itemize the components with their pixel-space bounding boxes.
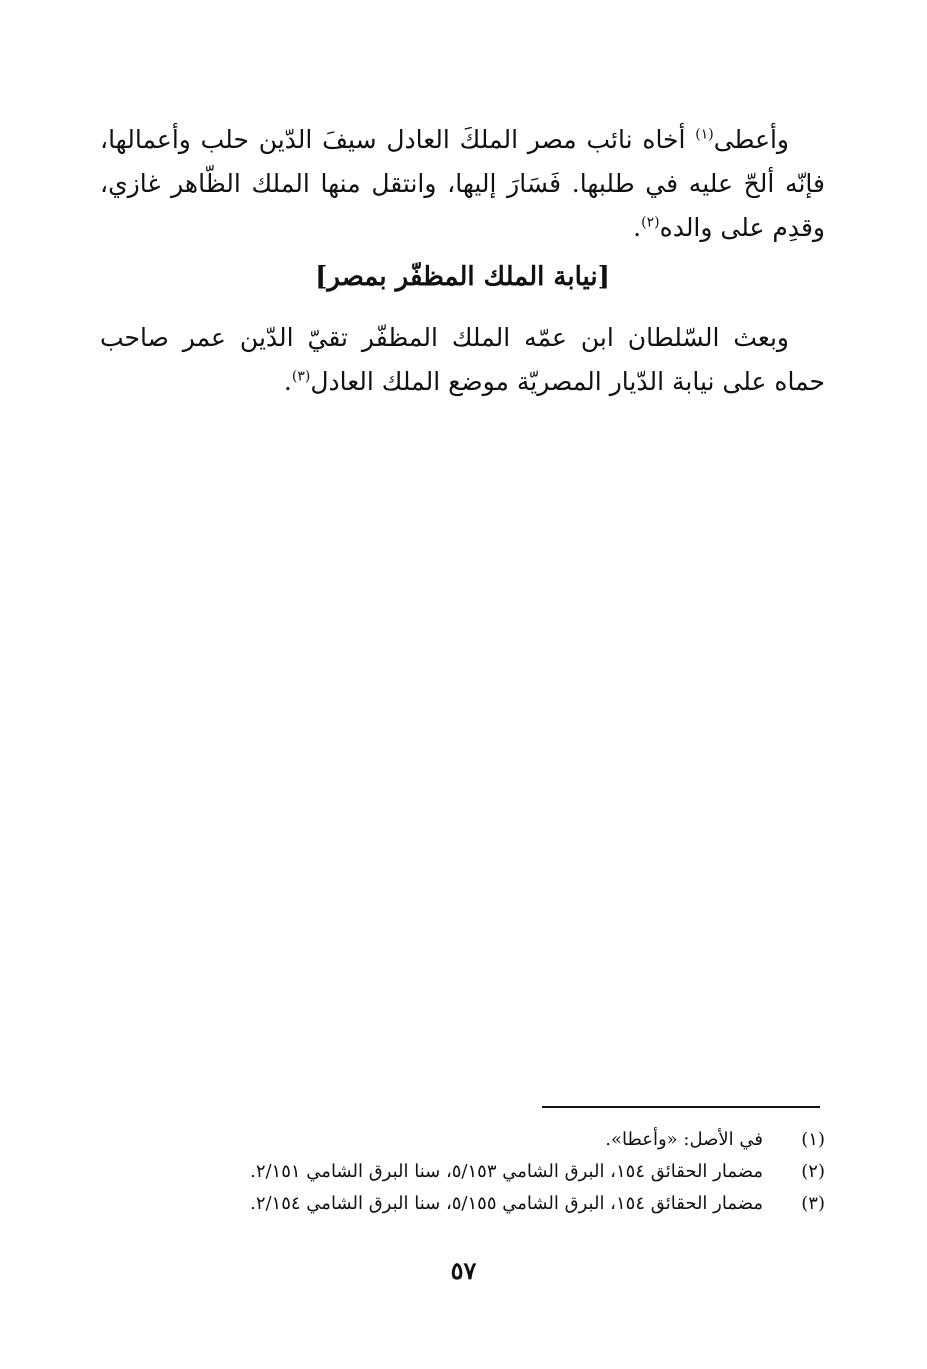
footnote-text: مضمار الحقائق ١٥٤، البرق الشامي ٥/١٥٥، سنا البرق الشامي ٢/١٥٤. — [250, 1193, 763, 1214]
footnotes — [100, 1124, 825, 1220]
footnote-item — [100, 1124, 825, 1156]
paragraph1-end: . — [633, 213, 642, 242]
paragraph1-middle: أخاه نائب مصر الملكَ العادل سيفَ الدّين حلب وأعمالها، فإنّه ألحّ عليه في طلبها. فَسَارَ إليها، وانتقل منها الملك الظّاهر غازي، وقدِم على والده — [100, 125, 825, 242]
footnote-ref-1: (١) — [695, 126, 714, 143]
footnote-item — [100, 1156, 825, 1188]
footnote-text: في الأصل: «وأعطا». — [605, 1129, 763, 1150]
paragraph2-text: وبعث السّلطان ابن عمّه الملك المظفّر تقيّ الدّين عمر صاحب حماه على نيابة الدّيار المصريّة موضع الملك العادل — [100, 323, 825, 396]
footnote-item — [100, 1188, 825, 1220]
footnote-number: (٢) — [801, 1161, 825, 1182]
section-heading: [نيابة الملك المظفّر بمصر] — [315, 262, 610, 292]
footnote-text: مضمار الحقائق ١٥٤، البرق الشامي ٥/١٥٣، سنا البرق الشامي ٢/١٥١. — [250, 1161, 763, 1182]
paragraph-viceroyalty — [100, 316, 825, 404]
footnote-separator — [542, 1106, 820, 1108]
page-number: ٥٧ — [450, 1256, 477, 1285]
paragraph-gift-of-aleppo — [100, 118, 825, 250]
footnote-ref-3: (٣) — [291, 368, 311, 385]
footnote-ref-2: (٢) — [641, 214, 660, 231]
footnote-number: (٣) — [801, 1193, 825, 1214]
footnote-number: (١) — [801, 1129, 825, 1150]
paragraph1-start: وأعطى — [713, 125, 789, 154]
paragraph2-end: . — [283, 367, 292, 396]
